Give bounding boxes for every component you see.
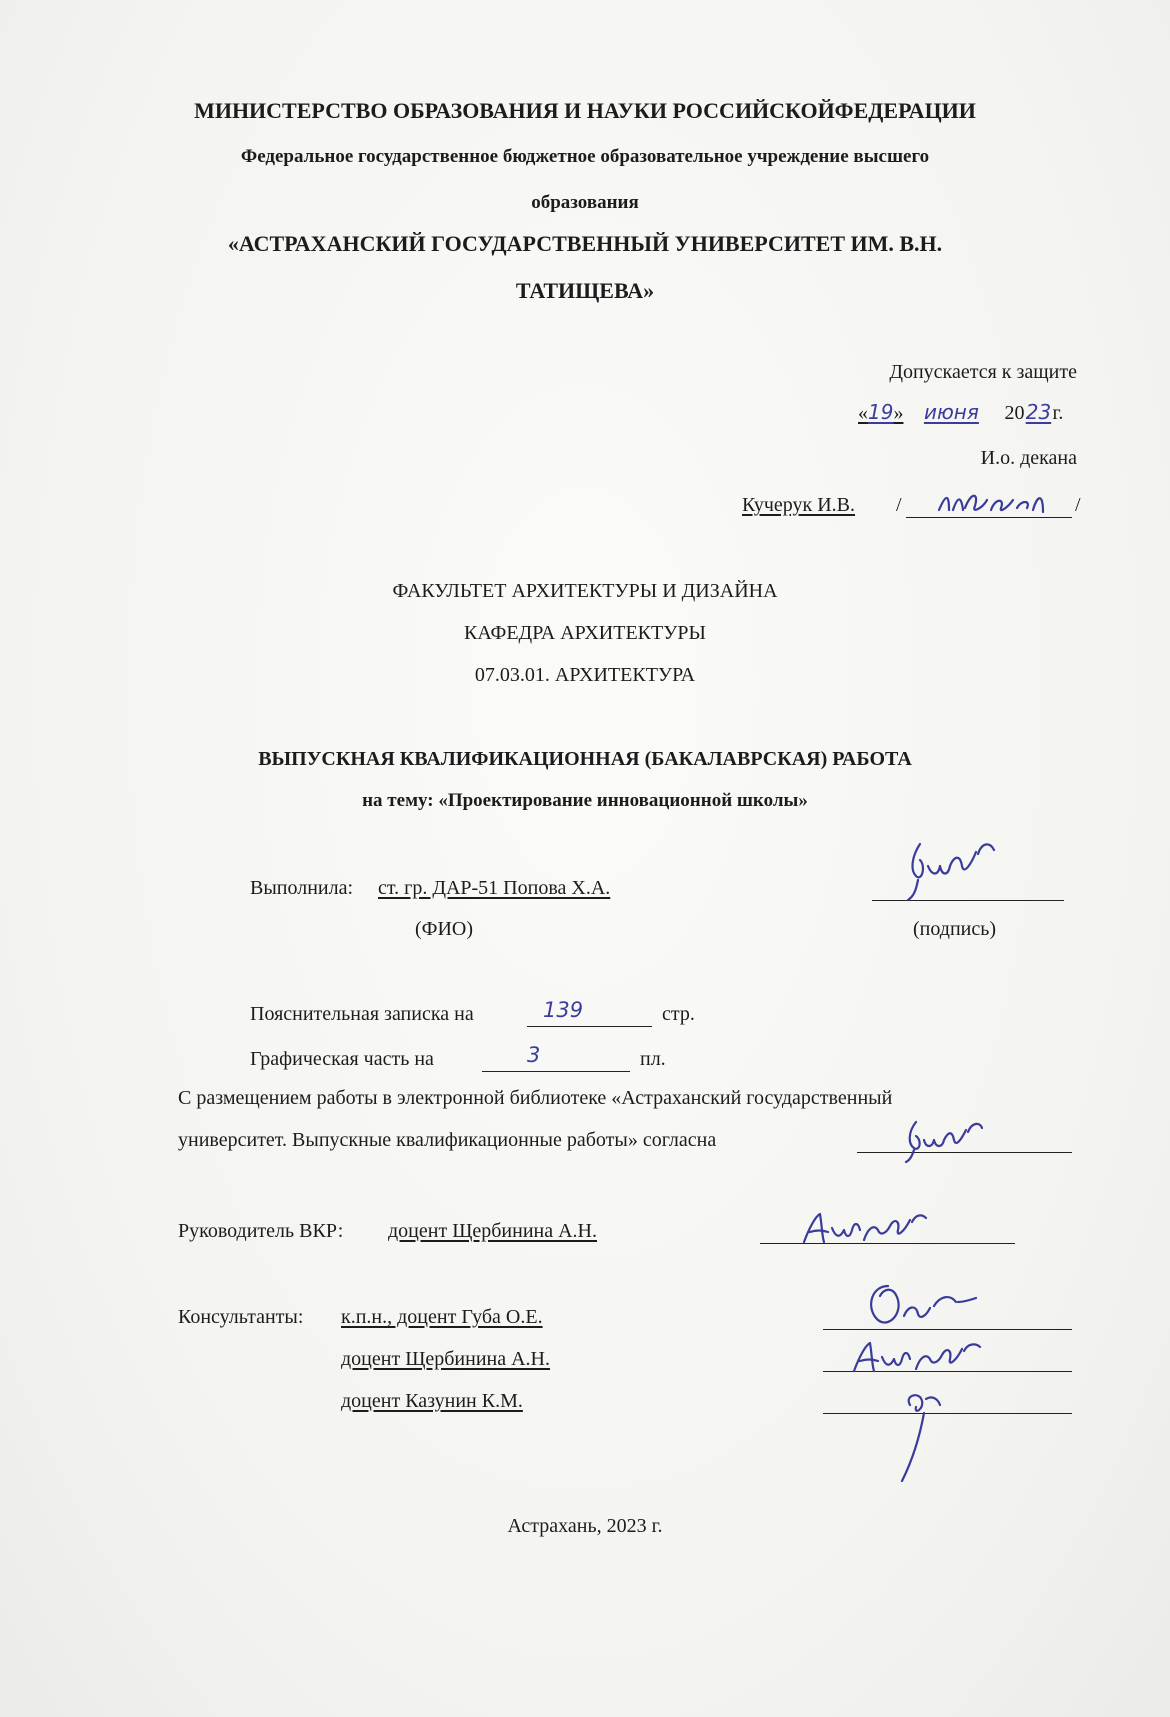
date-open-quote: «: [858, 402, 868, 424]
university-line-2: ТАТИЩЕВА»: [515, 278, 655, 303]
graphics-label: Графическая часть на: [250, 1048, 434, 1070]
dean-name: Кучерук И.В.: [742, 494, 856, 516]
graphics-unit: пл.: [640, 1048, 666, 1070]
program: 07.03.01. АРХИТЕКТУРА: [474, 664, 696, 686]
graphics-sheets-line: [482, 1071, 630, 1072]
work-type: ВЫПУСКНАЯ КВАЛИФИКАЦИОННАЯ (БАКАЛАВРСКАЯ) РАБОТА: [258, 748, 912, 770]
dean-title: И.о. декана: [980, 447, 1077, 469]
chair: КАФЕДРА АРХИТЕКТУРЫ: [464, 622, 706, 644]
dean-signature: [935, 488, 1055, 518]
consultant-1-name: к.п.н., доцент Губа О.Е.: [341, 1306, 543, 1328]
consultant-2-name: доцент Щербинина А.Н.: [341, 1348, 551, 1370]
consultant-3-name: доцент Казунин К.М.: [341, 1390, 523, 1412]
work-topic: на тему: «Проектирование инновационной школы»: [362, 790, 808, 811]
consultants-label: Консультанты:: [178, 1306, 304, 1328]
signature-caption: (подпись): [913, 918, 997, 940]
supervisor-label: Руководитель ВКР:: [178, 1220, 344, 1242]
consent-signature: [898, 1118, 988, 1164]
author-name: ст. гр. ДАР-51 Попова Х.А.: [378, 877, 611, 899]
consultant-3-signature: [880, 1385, 970, 1487]
author-signature: [898, 836, 1008, 902]
institution-line-2: образования: [531, 192, 639, 213]
author-label: Выполнила:: [250, 877, 354, 899]
university-line-1: «АСТРАХАНСКИЙ ГОСУДАРСТВЕННЫЙ УНИВЕРСИТЕТ ИМ. В.Н.: [227, 231, 943, 256]
fio-caption: (ФИО): [415, 918, 474, 940]
city-year: Астрахань, 2023 г.: [507, 1515, 663, 1537]
consultant-2-signature: [850, 1335, 990, 1377]
date-year-prefix: 20: [1004, 402, 1025, 424]
consultant-1-signature: [858, 1276, 978, 1338]
library-consent-line-2: университет. Выпускные квалификационные работы» согласна: [178, 1129, 717, 1151]
date-year-suffix: 23: [1025, 400, 1052, 424]
slash-right: /: [1075, 494, 1081, 516]
date-day: 19: [868, 400, 894, 424]
notes-pages-line: [527, 1026, 652, 1027]
date-close-quote: »: [893, 402, 904, 424]
supervisor-signature: [800, 1208, 930, 1248]
date-month: июня: [923, 400, 979, 424]
date-year-unit: г.: [1052, 402, 1064, 424]
ministry-title: МИНИСТЕРСТВО ОБРАЗОВАНИЯ И НАУКИ РОССИЙСКОЙФЕДЕРАЦИИ: [194, 98, 976, 123]
graphics-sheets: 3: [527, 1043, 541, 1067]
faculty: ФАКУЛЬТЕТ АРХИТЕКТУРЫ И ДИЗАЙНА: [392, 580, 778, 602]
notes-unit: стр.: [662, 1003, 695, 1025]
institution-line-1: Федеральное государственное бюджетное образовательное учреждение высшего: [240, 146, 930, 167]
approval-date: [858, 400, 1063, 425]
slash-left: /: [896, 494, 902, 516]
supervisor-name: доцент Щербинина А.Н.: [388, 1220, 598, 1242]
notes-pages: 139: [543, 998, 584, 1022]
notes-label: Пояснительная записка на: [250, 1003, 474, 1025]
library-consent-line-1: С размещением работы в электронной библиотеке «Астраханский государственный: [178, 1087, 893, 1109]
admitted-to-defense: Допускается к защите: [889, 361, 1077, 383]
